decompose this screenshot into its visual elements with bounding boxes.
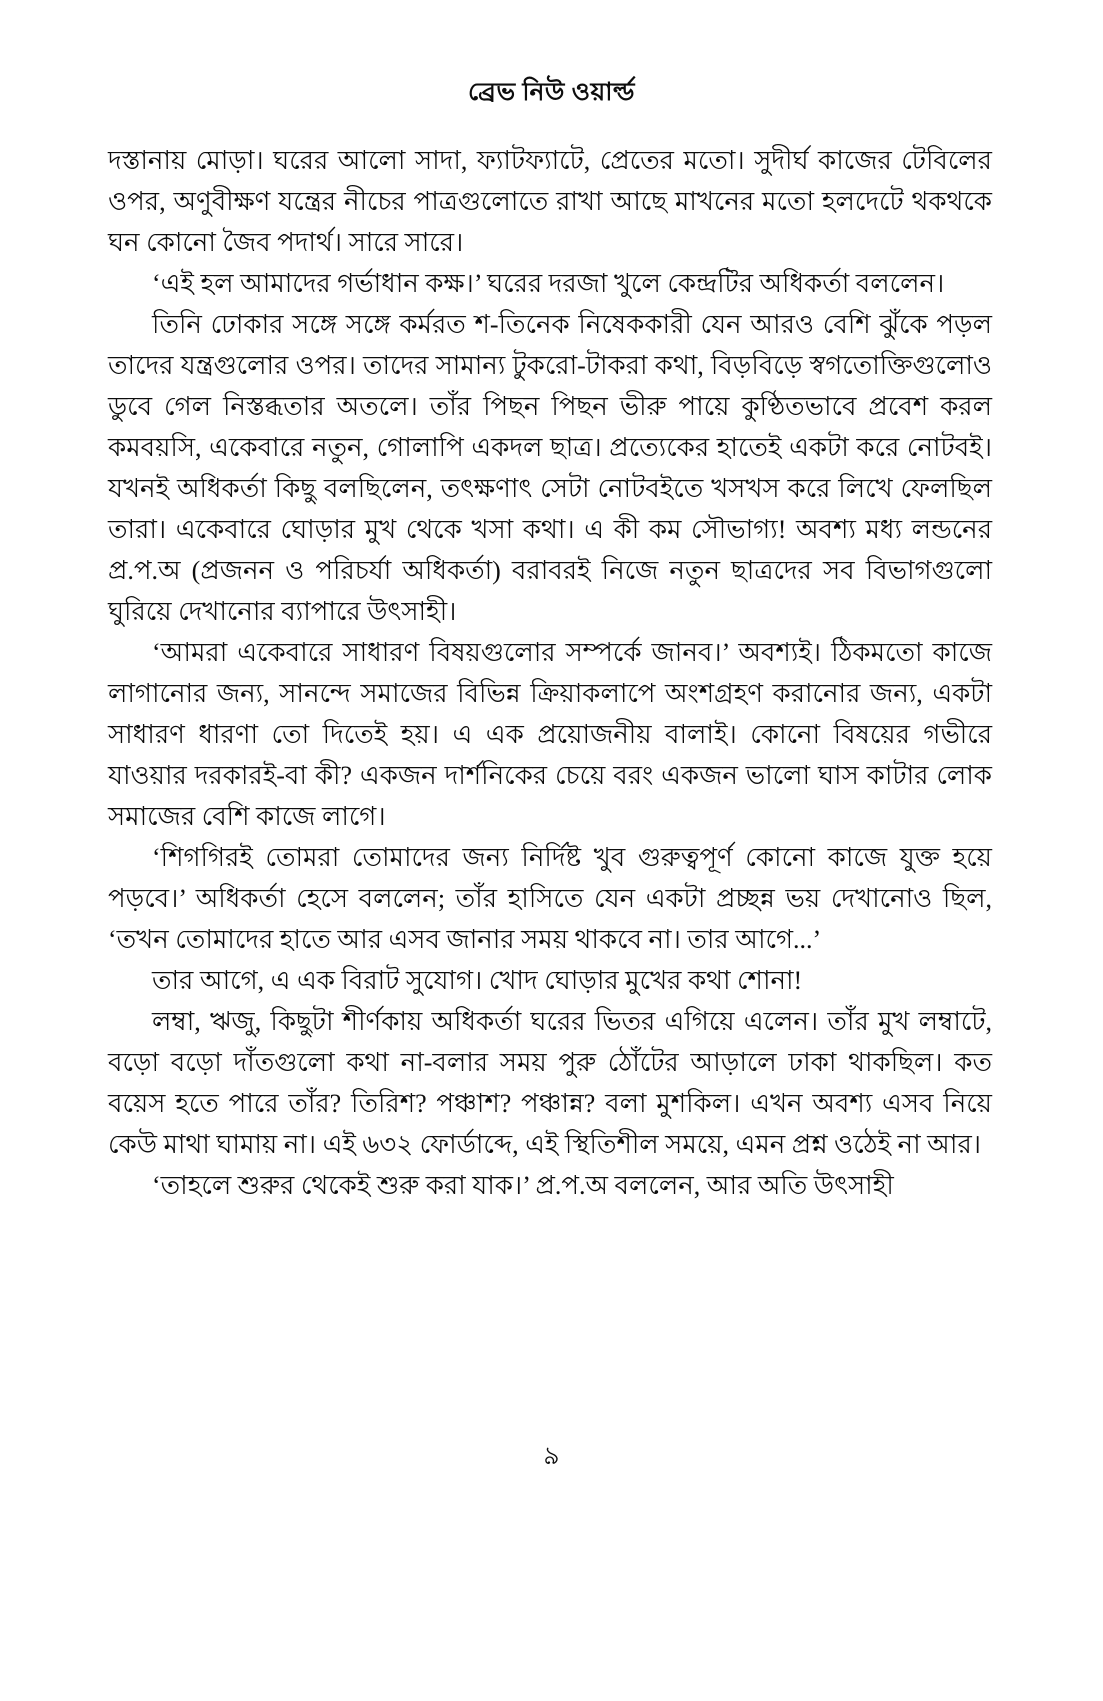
paragraph: তিনি ঢোকার সঙ্গে সঙ্গে কর্মরত শ-তিনেক নিষেককারী যেন আরও বেশি ঝুঁকে পড়ল তাদের যন্ত্রগুলোর ওপর। তাদের সামান্য টুকরো-টাকরা কথা, বিড়বিড়ে স্বগতোক্তিগুলোও ডুবে গেল নিস্তব্ধতার অতলে। তাঁর পিছন পিছন ভীরু পায়ে কুণ্ঠিতভাবে প্রবেশ করল কমবয়সি, একেবারে নতুন, গোলাপি একদল ছাত্র। প্রত্যেকের হাতেই একটা করে নোটবই। যখনই অধিকর্তা কিছু বলছিলেন, তৎক্ষণাৎ সেটা নোটবইতে খসখস করে লিখে ফেলছিল তারা। একেবারে ঘোড়ার মুখ থেকে খসা কথা। এ কী কম সৌভাগ্য! অবশ্য মধ্য লন্ডনের প্র.প.অ (প্রজনন ও পরিচর্যা অধিকর্তা) বরাবরই নিজে নতুন ছাত্রদের সব বিভাগগুলো ঘুরিয়ে দেখানোর ব্যাপারে উৎসাহী। <box>108 310 992 626</box>
paragraph: ‘শিগগিরই তোমরা তোমাদের জন্য নির্দিষ্ট খুব গুরুত্বপূর্ণ কোনো কাজে যুক্ত হয়ে পড়বে।’ অধিকর্তা হেসে বললেন; তাঁর হাসিতে যেন একটা প্রচ্ছন্ন ভয় দেখানোও ছিল, ‘তখন তোমাদের হাতে আর এসব জানার সময় থাকবে না। তার আগে...’ <box>108 843 992 954</box>
paragraph: ‘তাহলে শুরুর থেকেই শুরু করা যাক।’ প্র.প.অ বললেন, আর অতি উৎসাহী <box>152 1171 894 1200</box>
paragraph: লম্বা, ঋজু, কিছুটা শীর্ণকায় অধিকর্তা ঘরের ভিতর এগিয়ে এলেন। তাঁর মুখ লম্বাটে, বড়ো বড়ো দাঁতগুলো কথা না-বলার সময় পুরু ঠোঁটের আড়ালে ঢাকা থাকছিল। কত বয়েস হতে পারে তাঁর? তিরিশ? পঞ্চাশ? পঞ্চান্ন? বলা মুশকিল। এখন অবশ্য এসব নিয়ে কেউ মাথা ঘামায় না। এই ৬৩২ ফোর্ডাব্দে, এই স্থিতিশীল সময়ে, এমন প্রশ্ন ওঠেই না আর। <box>108 1007 992 1159</box>
paragraph: দস্তানায় মোড়া। ঘরের আলো সাদা, ফ্যাটফ্যাটে, প্রেতের মতো। সুদীর্ঘ কাজের টেবিলের ওপর, অণুবীক্ষণ যন্ত্রের নীচের পাত্রগুলোতে রাখা আছে মাখনের মতো হলদেটে থকথকে ঘন কোনো জৈব পদার্থ। সারে সারে। <box>108 146 992 257</box>
running-header: ব্রেভ নিউ ওয়ার্ল্ড <box>468 79 635 106</box>
paragraph: তার আগে, এ এক বিরাট সুযোগ। খোদ ঘোড়ার মুখের কথা শোনা! <box>152 966 803 995</box>
page-number: ৯ <box>543 1443 560 1470</box>
page-body <box>108 140 992 1206</box>
paragraph: ‘এই হল আমাদের গর্ভাধান কক্ষ।’ ঘরের দরজা খুলে কেন্দ্রটির অধিকর্তা বললেন। <box>152 269 945 298</box>
paragraph: ‘আমরা একেবারে সাধারণ বিষয়গুলোর সম্পর্কে জানব।’ অবশ্যই। ঠিকমতো কাজে লাগানোর জন্য, সানন্দে সমাজের বিভিন্ন ক্রিয়াকলাপে অংশগ্রহণ করানোর জন্য, একটা সাধারণ ধারণা তো দিতেই হয়। এ এক প্রয়োজনীয় বালাই। কোনো বিষয়ের গভীরে যাওয়ার দরকারই-বা কী? একজন দার্শনিকের চেয়ে বরং একজন ভালো ঘাস কাটার লোক সমাজের বেশি কাজে লাগে। <box>108 638 992 831</box>
